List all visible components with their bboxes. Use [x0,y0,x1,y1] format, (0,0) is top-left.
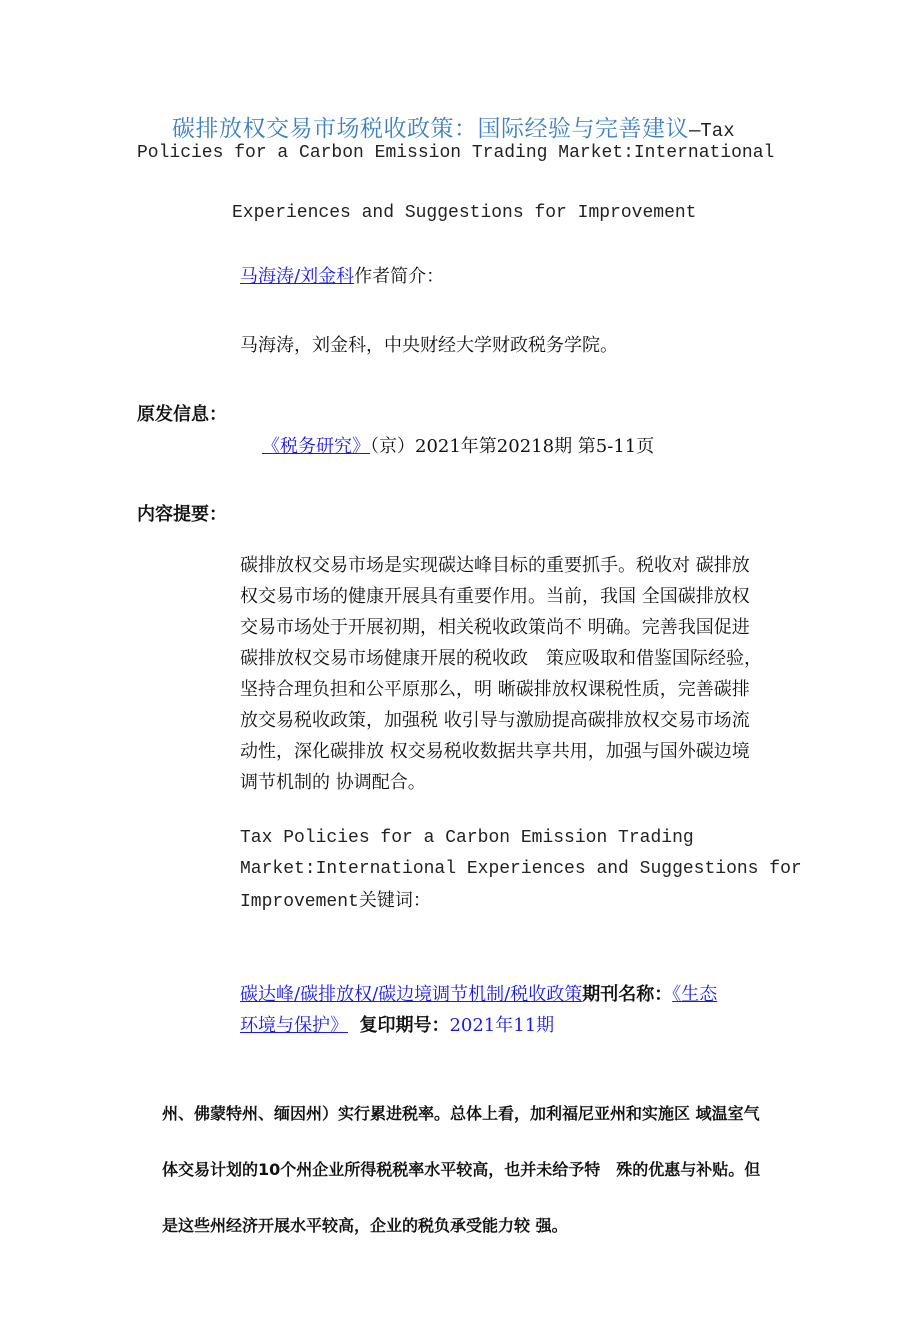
journal-name-link-cont[interactable]: 环境与保护》 [240,1015,348,1036]
title-english-line-2: Policies for a Carbon Emission Trading Market:International [137,143,775,163]
reprint-value: 2021年11期 [449,1015,555,1036]
english-title-block [240,823,802,918]
keywords-block [240,979,717,1041]
source-journal-link[interactable]: 《税务研究》 [262,436,370,457]
source-heading: 原发信息： [137,404,227,425]
abstract-line: 调节机制的 协调配合。 [240,772,426,793]
abstract-line: 坚持合理负担和公平原那么，明 晰碳排放权课税性质，完善碳排 [240,679,750,700]
keywords-label: 关键词： [358,890,431,911]
body-line: 体交易计划的10个州企业所得税税率水平较高，也并未给予特 殊的优惠与补贴。但 [162,1160,761,1179]
authors-label: 作者简介： [354,266,445,287]
source-details: （京）2021年第20218期 第5-11页 [370,436,655,457]
keywords-link[interactable]: 碳达峰/碳排放权/碳边境调节机制/税收政策 [240,984,583,1005]
source-line [262,432,654,458]
abstract-line: 放交易税收政策，加强税 收引导与激励提高碳排放权交易市场流 [240,710,750,731]
abstract-line: 碳排放权交易市场是实现碳达峰目标的重要抓手。税收对 碳排放 [240,555,750,576]
title-english-line-3: Experiences and Suggestions for Improvement [232,203,697,223]
abstract-line: 交易市场处于开展初期，相关税收政策尚不 明确。完善我国促进 [240,617,750,638]
body-line: 州、佛蒙特州、缅因州）实行累进税率。总体上看，加利福尼亚州和实施区 域温室气 [162,1104,760,1123]
title-english-start: —Tax [689,120,735,142]
english-title-line: Tax Policies for a Carbon Emission Trading [240,828,694,848]
english-title-line: Improvement [240,892,359,912]
abstract-heading: 内容提要： [137,504,227,525]
body-line: 是这些州经济开展水平较高，企业的税负承受能力较 强。 [162,1216,568,1235]
title-line-1 [172,110,735,143]
journal-name-label: 期刊名称： [582,984,673,1005]
authors-bio: 马海涛，刘金科，中央财经大学财政税务学院。 [240,335,618,356]
authors-line [240,262,444,288]
abstract-line: 权交易市场的健康开展具有重要作用。当前，我国 全国碳排放权 [240,586,750,607]
reprint-label: 复印期号： [359,1015,450,1036]
abstract-text [240,550,762,798]
english-title-line: Market:International Experiences and Suggestions for [240,859,802,879]
journal-name-link[interactable]: 《生态 [672,984,718,1005]
abstract-line: 动性，深化碳排放 权交易税收数据共享共用，加强与国外碳边境 [240,741,750,762]
authors-link[interactable]: 马海涛/刘金科 [240,266,355,287]
title-chinese: 碳排放权交易市场税收政策：国际经验与完善建议 [172,116,689,142]
abstract-line: 碳排放权交易市场健康开展的税收政 策应吸取和借鉴国际经验， [240,648,762,669]
